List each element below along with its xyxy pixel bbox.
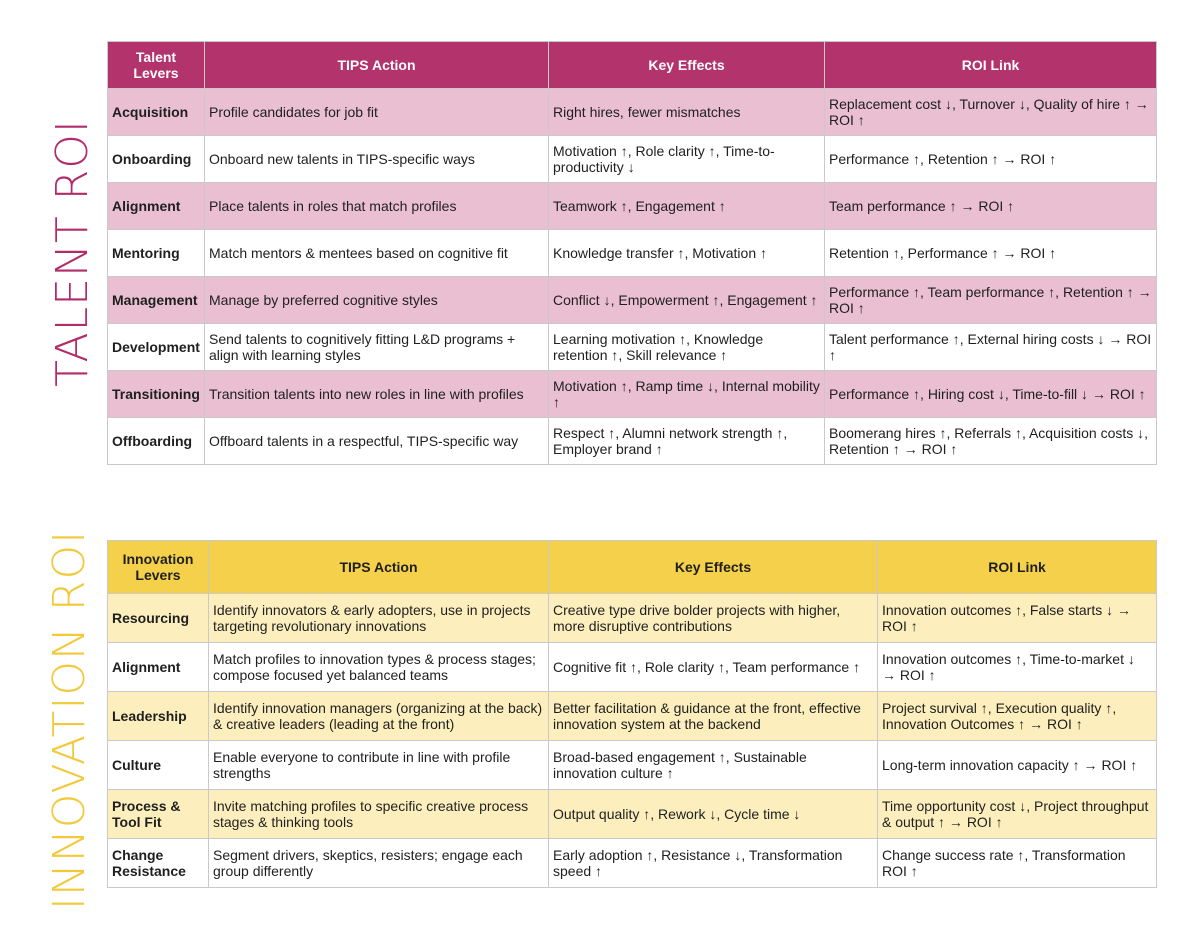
column-header-effects: Key Effects [549,541,878,594]
table-row [108,371,1157,418]
roi-cell: Performance ↑, Team performance ↑, Retention ↑ → ROI ↑ [825,277,1157,324]
lever-cell: Alignment [108,183,205,230]
roi-cell: Talent performance ↑, External hiring costs ↓ → ROI ↑ [825,324,1157,371]
roi-cell: Change success rate ↑, Transformation ROI ↑ [878,839,1157,888]
roi-cell: Performance ↑, Hiring cost ↓, Time-to-fill ↓ → ROI ↑ [825,371,1157,418]
column-header-levers: Innovation Levers [108,541,209,594]
action-cell: Enable everyone to contribute in line with profile strengths [209,741,549,790]
effects-cell: Motivation ↑, Ramp time ↓, Internal mobility ↑ [549,371,825,418]
action-cell: Match mentors & mentees based on cognitive fit [205,230,549,277]
column-header-action: TIPS Action [205,42,549,89]
action-cell: Segment drivers, skeptics, resisters; engage each group differently [209,839,549,888]
action-cell: Transition talents into new roles in line with profiles [205,371,549,418]
lever-cell: Alignment [108,643,209,692]
roi-cell: Retention ↑, Performance ↑ → ROI ↑ [825,230,1157,277]
lever-cell: Transitioning [108,371,205,418]
effects-cell: Creative type drive bolder projects with higher, more disruptive contributions [549,594,878,643]
effects-cell: Early adoption ↑, Resistance ↓, Transformation speed ↑ [549,839,878,888]
lever-cell: Process & Tool Fit [108,790,209,839]
lever-cell: Culture [108,741,209,790]
table-row [108,183,1157,230]
column-header-action: TIPS Action [209,541,549,594]
column-header-roi: ROI Link [878,541,1157,594]
action-cell: Profile candidates for job fit [205,89,549,136]
action-cell: Onboard new talents in TIPS-specific ways [205,136,549,183]
table-row [108,790,1157,839]
table-row [108,741,1157,790]
action-cell: Identify innovators & early adopters, use in projects targeting revolutionary innovations [209,594,549,643]
roi-cell: Project survival ↑, Execution quality ↑, Innovation Outcomes ↑ → ROI ↑ [878,692,1157,741]
effects-cell: Cognitive fit ↑, Role clarity ↑, Team performance ↑ [549,643,878,692]
table-row [108,643,1157,692]
effects-cell: Output quality ↑, Rework ↓, Cycle time ↓ [549,790,878,839]
column-header-effects: Key Effects [549,42,825,89]
effects-cell: Knowledge transfer ↑, Motivation ↑ [549,230,825,277]
roi-cell: Long-term innovation capacity ↑ → ROI ↑ [878,741,1157,790]
table-row [108,230,1157,277]
action-cell: Offboard talents in a respectful, TIPS-specific way [205,418,549,465]
lever-cell: Resourcing [108,594,209,643]
table-row [108,839,1157,888]
effects-cell: Respect ↑, Alumni network strength ↑, Employer brand ↑ [549,418,825,465]
effects-cell: Conflict ↓, Empowerment ↑, Engagement ↑ [549,277,825,324]
action-cell: Place talents in roles that match profiles [205,183,549,230]
effects-cell: Learning motivation ↑, Knowledge retention ↑, Skill relevance ↑ [549,324,825,371]
roi-cell: Boomerang hires ↑, Referrals ↑, Acquisition costs ↓, Retention ↑ → ROI ↑ [825,418,1157,465]
lever-cell: Change Resistance [108,839,209,888]
action-cell: Manage by preferred cognitive styles [205,277,549,324]
lever-cell: Acquisition [108,89,205,136]
roi-cell: Innovation outcomes ↑, False starts ↓ → ROI ↑ [878,594,1157,643]
table-row [108,324,1157,371]
roi-cell: Time opportunity cost ↓, Project throughput & output ↑ → ROI ↑ [878,790,1157,839]
column-header-roi: ROI Link [825,42,1157,89]
table-header-row [108,541,1157,594]
innovation-roi-table [107,540,1157,888]
action-cell: Identify innovation managers (organizing at the back) & creative leaders (leading at the front) [209,692,549,741]
action-cell: Send talents to cognitively fitting L&D programs + align with learning styles [205,324,549,371]
table-row [108,692,1157,741]
lever-cell: Onboarding [108,136,205,183]
roi-cell: Replacement cost ↓, Turnover ↓, Quality of hire ↑ → ROI ↑ [825,89,1157,136]
column-header-levers: Talent Levers [108,42,205,89]
talent-roi-table [107,41,1157,465]
effects-cell: Better facilitation & guidance at the front, effective innovation system at the backend [549,692,878,741]
lever-cell: Development [108,324,205,371]
table-header-row [108,42,1157,89]
action-cell: Match profiles to innovation types & process stages; compose focused yet balanced teams [209,643,549,692]
table-row [108,594,1157,643]
action-cell: Invite matching profiles to specific creative process stages & thinking tools [209,790,549,839]
table-row [108,136,1157,183]
lever-cell: Offboarding [108,418,205,465]
lever-cell: Management [108,277,205,324]
effects-cell: Right hires, fewer mismatches [549,89,825,136]
talent-roi-title: TALENT ROI [47,119,98,387]
table-row [108,418,1157,465]
effects-cell: Teamwork ↑, Engagement ↑ [549,183,825,230]
lever-cell: Mentoring [108,230,205,277]
roi-cell: Team performance ↑ → ROI ↑ [825,183,1157,230]
roi-cell: Performance ↑, Retention ↑ → ROI ↑ [825,136,1157,183]
effects-cell: Motivation ↑, Role clarity ↑, Time-to-productivity ↓ [549,136,825,183]
effects-cell: Broad-based engagement ↑, Sustainable innovation culture ↑ [549,741,878,790]
roi-cell: Innovation outcomes ↑, Time-to-market ↓ → ROI ↑ [878,643,1157,692]
table-row [108,89,1157,136]
lever-cell: Leadership [108,692,209,741]
table-row [108,277,1157,324]
innovation-roi-title: INNOVATION ROI [44,529,95,911]
